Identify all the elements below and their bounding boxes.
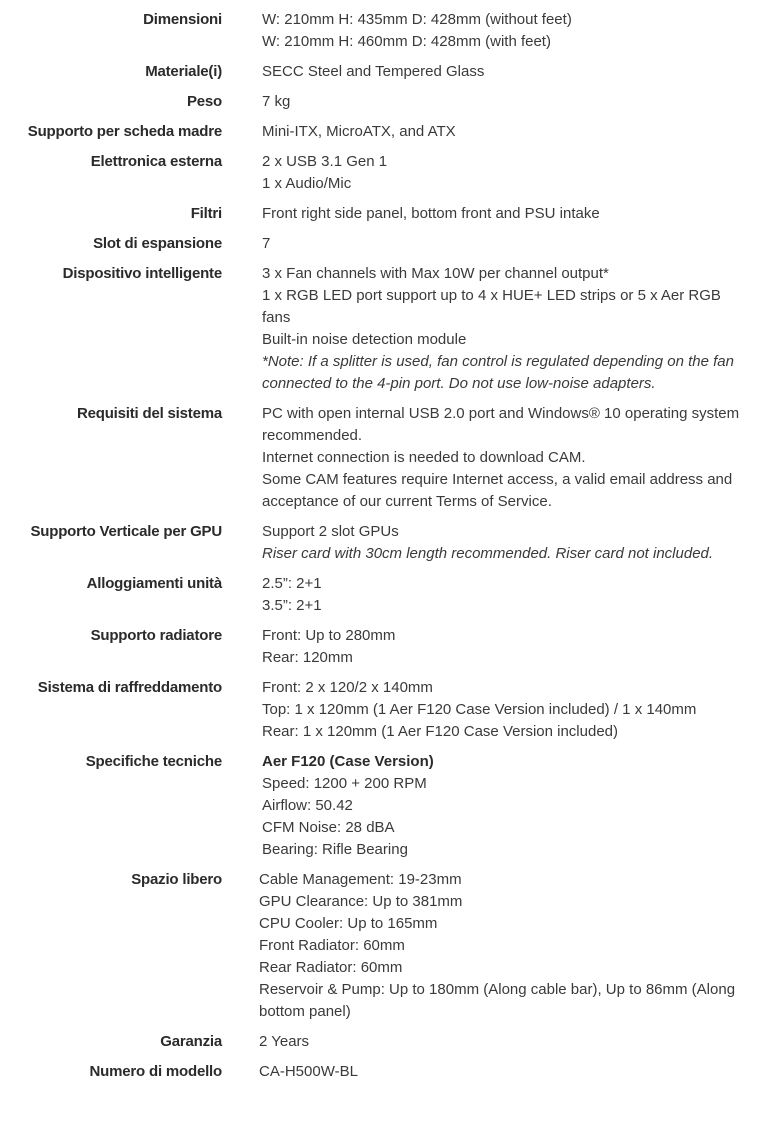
spec-value [259, 1031, 739, 1053]
spec-label: Specifiche tecniche [85, 753, 222, 770]
spec-row [0, 625, 761, 669]
spec-value-line: PC with open internal USB 2.0 port and Windows® 10 operating system recommended. [262, 405, 740, 444]
spec-value-line: Some CAM features require Internet access, a valid email address and acceptance of our current Terms of Service. [262, 471, 733, 510]
spec-value [259, 1061, 739, 1083]
spec-row [0, 869, 761, 1023]
spec-label: Peso [186, 93, 222, 110]
spec-value-line: Airflow: 50.42 [262, 797, 353, 814]
spec-value-line: Support 2 slot GPUs [262, 523, 399, 540]
spec-value-line: Built-in noise detection module [262, 331, 467, 348]
spec-value-line: 1 x Audio/Mic [262, 175, 352, 192]
spec-value-line: 3.5”: 2+1 [262, 597, 322, 614]
spec-value [262, 751, 742, 861]
spec-row [0, 9, 761, 53]
spec-label: Alloggiamenti unità [86, 575, 222, 592]
spec-value-line: Front right side panel, bottom front and PSU intake [262, 205, 600, 222]
spec-value-line: Top: 1 x 120mm (1 Aer F120 Case Version included) / 1 x 140mm [262, 701, 697, 718]
spec-value [262, 91, 742, 113]
spec-value-line: CFM Noise: 28 dBA [262, 819, 395, 836]
spec-value-line: 2 x USB 3.1 Gen 1 [262, 153, 388, 170]
spec-value-line: SECC Steel and Tempered Glass [262, 63, 485, 80]
spec-row [0, 151, 761, 195]
spec-value [262, 121, 742, 143]
spec-label: Dimensioni [143, 11, 222, 28]
specifications-table [0, 9, 761, 1091]
spec-value [259, 869, 739, 1023]
spec-value-line: Reservoir & Pump: Up to 180mm (Along cable bar), Up to 86mm (Along bottom panel) [259, 981, 736, 1020]
spec-label: Supporto radiatore [90, 627, 222, 644]
spec-value-line: Rear: 1 x 120mm (1 Aer F120 Case Version included) [262, 723, 619, 740]
spec-label: Spazio libero [131, 871, 222, 888]
spec-value-line: Internet connection is needed to download CAM. [262, 449, 586, 466]
spec-value-line: Front: 2 x 120/2 x 140mm [262, 679, 433, 696]
spec-value-line: 7 [262, 235, 271, 252]
spec-value [262, 61, 742, 83]
spec-row [0, 521, 761, 565]
spec-row [0, 1061, 761, 1083]
spec-value-line: W: 210mm H: 460mm D: 428mm (with feet) [262, 33, 551, 50]
spec-value-line: Riser card with 30cm length recommended. Riser card not included. [262, 545, 714, 562]
spec-value-line: 2 Years [259, 1033, 310, 1050]
spec-label: Sistema di raffreddamento [37, 679, 222, 696]
spec-row [0, 91, 761, 113]
spec-value [262, 263, 742, 395]
spec-value-line: CPU Cooler: Up to 165mm [259, 915, 438, 932]
spec-label: Dispositivo intelligente [62, 265, 222, 282]
spec-value [262, 677, 742, 743]
spec-value [262, 573, 742, 617]
spec-value-line: 2.5”: 2+1 [262, 575, 322, 592]
spec-value-line: Mini-ITX, MicroATX, and ATX [262, 123, 456, 140]
spec-label: Numero di modello [89, 1063, 222, 1080]
spec-value [262, 203, 742, 225]
spec-value-line: Aer F120 (Case Version) [262, 753, 434, 770]
spec-row [0, 61, 761, 83]
spec-label: Supporto Verticale per GPU [30, 523, 222, 540]
spec-value [262, 521, 742, 565]
spec-value-line: Bearing: Rifle Bearing [262, 841, 408, 858]
spec-value-line: Front: Up to 280mm [262, 627, 396, 644]
spec-row [0, 751, 761, 861]
spec-value-line: CA-H500W-BL [259, 1063, 358, 1080]
spec-row [0, 233, 761, 255]
spec-value-line: Speed: 1200 + 200 RPM [262, 775, 427, 792]
spec-label: Supporto per scheda madre [27, 123, 222, 140]
spec-value [262, 403, 742, 513]
spec-value [262, 9, 742, 53]
spec-value-line: 7 kg [262, 93, 291, 110]
spec-value [262, 233, 742, 255]
spec-row [0, 121, 761, 143]
spec-value [262, 151, 742, 195]
spec-value-line: Cable Management: 19-23mm [259, 871, 462, 888]
spec-label: Elettronica esterna [90, 153, 222, 170]
spec-row [0, 677, 761, 743]
spec-value-line: GPU Clearance: Up to 381mm [259, 893, 463, 910]
spec-label: Garanzia [160, 1033, 222, 1050]
spec-value-line: 1 x RGB LED port support up to 4 x HUE+ LED strips or 5 x Aer RGB fans [262, 287, 721, 326]
spec-row [0, 403, 761, 513]
spec-value-line: Rear: 120mm [262, 649, 353, 666]
spec-value-line: Front Radiator: 60mm [259, 937, 405, 954]
spec-label: Materiale(i) [145, 63, 222, 80]
spec-row [0, 573, 761, 617]
spec-value-line: *Note: If a splitter is used, fan control is regulated depending on the fan connected to the 4-pin port. Do not use low-noise adapters. [262, 353, 734, 392]
spec-label: Slot di espansione [93, 235, 222, 252]
spec-row [0, 263, 761, 395]
spec-row [0, 203, 761, 225]
spec-label: Requisiti del sistema [76, 405, 222, 422]
spec-value-line: Rear Radiator: 60mm [259, 959, 403, 976]
spec-value-line: 3 x Fan channels with Max 10W per channel output* [262, 265, 609, 282]
spec-value-line: W: 210mm H: 435mm D: 428mm (without feet) [262, 11, 572, 28]
spec-row [0, 1031, 761, 1053]
spec-value [262, 625, 742, 669]
spec-label: Filtri [190, 205, 222, 222]
